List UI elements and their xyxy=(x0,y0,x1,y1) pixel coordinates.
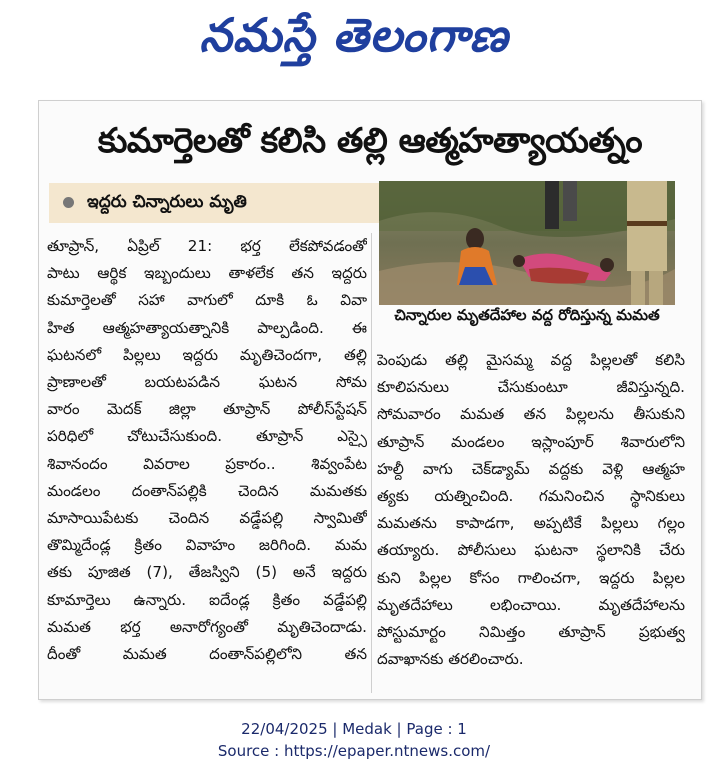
headline: కుమార్తెలతో కలిసి తల్లి ఆత్మహత్యాయత్నం xyxy=(97,121,643,161)
article-column-1 xyxy=(47,233,367,668)
text-line: హల్దీ వాగు చెక్‌డ్యామ్ వద్దకు వెళ్లి ఆత్మహ xyxy=(377,459,685,478)
text-line: పాటు ఆర్థిక ఇబ్బందులు తాళలేక తన ఇద్దరు xyxy=(47,264,367,283)
text-line: కూమార్తెలు ఉన్నారు. ఐదేండ్ల క్రితం వడ్డేపల్లి xyxy=(47,590,367,609)
text-line: తయ్యారు. పోలీసులు ఘటనా స్థలానికి చేరు xyxy=(377,541,685,560)
text-line: కూలిపనులు చేసుకుంటూ జీవిస్తున్నది. xyxy=(377,378,685,397)
subheading: ఇద్దరు చిన్నారులు మృతి xyxy=(87,192,247,212)
photo-caption: చిన్నారుల మృతదేహాల వద్ద రోదిస్తున్న మమత xyxy=(394,306,660,324)
text-line: కుని పిల్లల కోసం గాలించగా, ఇద్దరు పిల్లల xyxy=(377,568,685,587)
text-line: పరిధిలో చోటుచేసుకుంది. తూప్రాన్ ఎస్సై xyxy=(47,427,367,446)
text-line: ప్రాణాలతో బయటపడిన ఘటన సోమ xyxy=(47,373,367,392)
footer xyxy=(0,718,708,762)
text-line: శివానందం వివరాల ప్రకారం.. శివ్వంపేట xyxy=(47,454,367,473)
footer-source-line: Source : https://epaper.ntnews.com/ xyxy=(217,742,491,760)
text-line: ఘటనలో పిల్లలు ఇద్దరు మృతిచెందగా, తల్లి xyxy=(47,345,367,364)
column-divider xyxy=(371,233,372,693)
text-line: సోమవారం మమత తన పిల్లలను తీసుకుని xyxy=(377,405,685,424)
text-line: తూప్రాన్, ఏప్రిల్ 21: భర్త లేకపోవడంతో xyxy=(47,237,367,255)
subheading-box xyxy=(49,183,379,223)
text-line: దీంతో మమత దంతాన్‌పల్లిలోని తన xyxy=(47,645,367,664)
text-line: తొమ్మిదేండ్ల క్రితం వివాహం జరిగింది. మమ xyxy=(47,536,367,555)
masthead xyxy=(0,0,708,80)
text-line: త్యకు యత్నించింది. గమనించిన స్థానికులు xyxy=(377,487,685,506)
text-line: మాసాయిపేటకు చెందిన వడ్డేపల్లి స్వామితో xyxy=(47,509,367,528)
text-line: పోస్టుమార్టం నిమిత్తం తూప్రాన్ ప్రభుత్వ xyxy=(377,623,685,642)
text-line: తకు పూజిత (7), తేజస్విని (5) అనే ఇద్దరు xyxy=(47,563,367,582)
text-line: పెంపుడు తల్లి మైసమ్మ వద్ద పిల్లలతో కలిసి xyxy=(377,351,685,369)
text-line: హిత ఆత్మహత్యాయత్నానికి పాల్పడింది. ఈ xyxy=(47,318,367,337)
news-photo xyxy=(379,181,675,305)
newspaper-logo: నమస్తే తెలంగాణ xyxy=(199,8,509,62)
news-photo-image xyxy=(379,181,675,305)
text-line: దవాఖానకు తరలించారు. xyxy=(377,650,524,669)
text-line: కుమార్తెలతో సహా వాగులో దూకి ఓ వివా xyxy=(47,291,367,310)
text-line: వారం మెదక్ జిల్లా తూప్రాన్ పోలీస్‌స్టేషన్ xyxy=(47,400,367,419)
bullet-icon xyxy=(63,197,74,208)
text-line: మమతను కాపాడగా, అప్పటికే పిల్లలు గల్లం xyxy=(377,514,685,533)
text-line: మండలం దంతాన్‌పల్లికి చెందిన మమతకు xyxy=(47,481,367,500)
text-line: తూప్రాన్ మండలం ఇస్లాంపూర్ శివారులోని xyxy=(377,432,685,451)
text-line: మమత భర్త అనారోగ్యంతో మృతిచెందాడు. xyxy=(47,617,367,636)
news-clipping xyxy=(38,100,702,700)
article-column-2 xyxy=(377,347,685,673)
footer-date-line: 22/04/2025 | Medak | Page : 1 xyxy=(241,720,467,738)
text-line: మృతదేహాలు లభించాయి. మృతదేహాలను xyxy=(377,595,685,614)
